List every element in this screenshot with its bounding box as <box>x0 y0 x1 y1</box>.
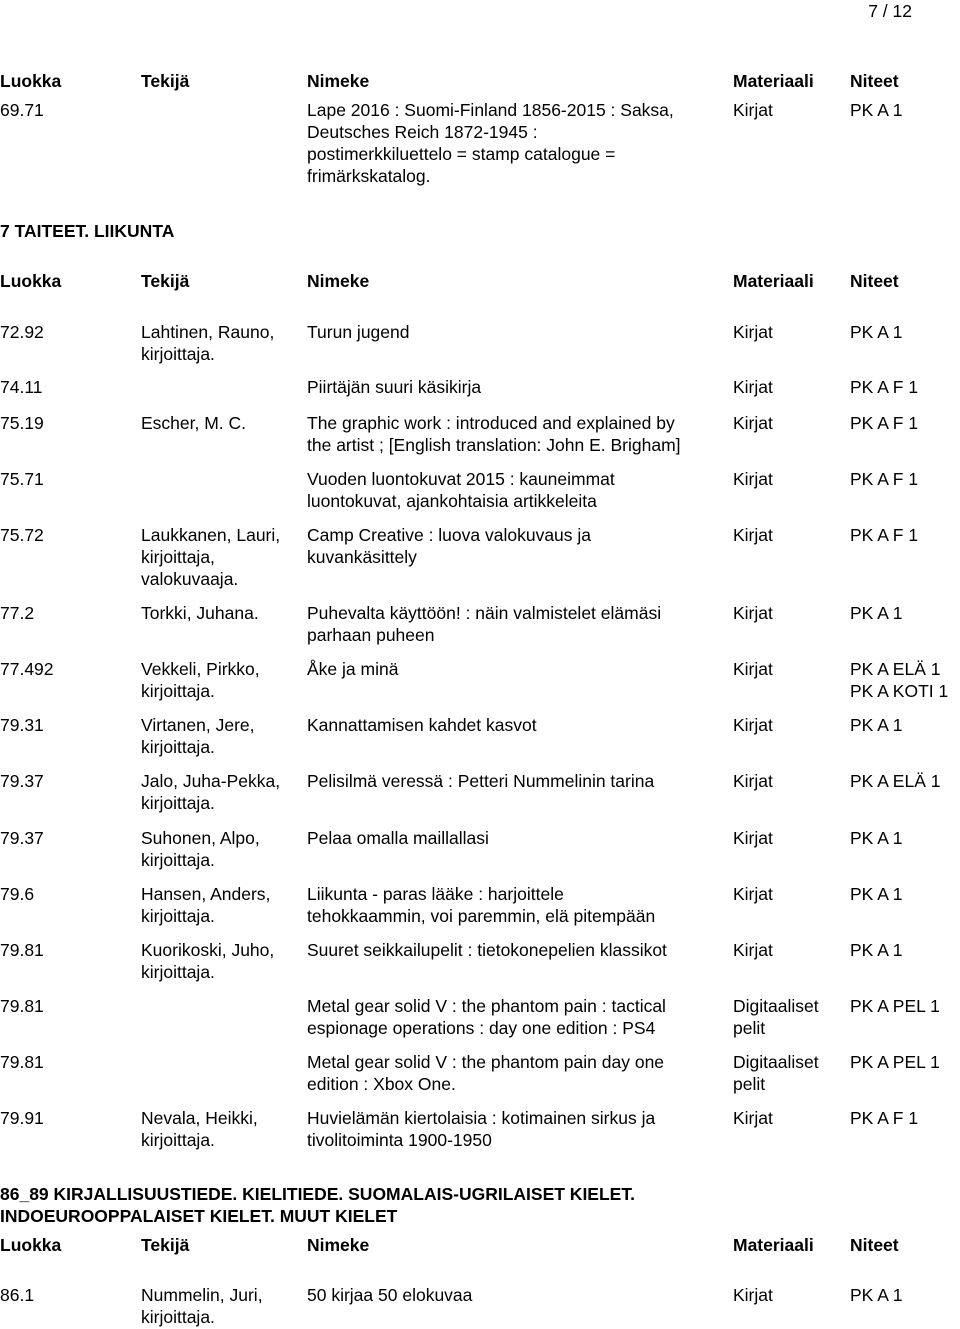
row-class-line: 79.37 <box>0 828 44 848</box>
row-class-line: 79.37 <box>0 771 44 791</box>
row-shelf-line: PK A KOTI 1 <box>850 681 949 701</box>
row-material-line: Kirjat <box>733 771 773 791</box>
row-author <box>141 770 301 814</box>
row-class-line: 77.2 <box>0 603 35 623</box>
row-title <box>307 883 727 927</box>
row-class-line: 79.81 <box>0 1052 44 1072</box>
row-title <box>307 1284 727 1306</box>
row-material-line: Digitaaliset <box>733 996 819 1016</box>
row-title <box>307 827 727 849</box>
row-class-line: 69.71 <box>0 100 44 120</box>
row-class-line: 72.92 <box>0 322 44 342</box>
row-material-line: pelit <box>733 1074 766 1094</box>
row-shelf <box>850 412 960 434</box>
row-shelf <box>850 602 960 624</box>
row-shelf-line: PK A F 1 <box>850 469 919 489</box>
row-material <box>733 1107 845 1129</box>
row-shelf <box>850 321 960 343</box>
row-material <box>733 714 845 736</box>
row-author-line: Jalo, Juha-Pekka, <box>141 771 281 791</box>
row-shelf <box>850 1107 960 1129</box>
row-author-line: Torkki, Juhana. <box>141 603 259 623</box>
row-title <box>307 99 727 187</box>
row-author-line: Laukkanen, Lauri, <box>141 525 281 545</box>
header-material: Materiaali <box>733 1235 814 1255</box>
row-class <box>0 995 130 1017</box>
row-title-line: tehokkaammin, voi paremmin, elä pitempään <box>307 906 656 926</box>
row-author-line: kirjoittaja. <box>141 344 215 364</box>
row-title-line: frimärkskatalog. <box>307 166 431 186</box>
row-material-line: Kirjat <box>733 1108 773 1128</box>
row-material <box>733 321 845 343</box>
row-author-line: kirjoittaja. <box>141 962 215 982</box>
row-material <box>733 658 845 680</box>
row-author-line: Escher, M. C. <box>141 413 247 433</box>
row-material <box>733 99 845 121</box>
row-title-line: Liikunta - paras lääke : harjoittele <box>307 884 564 904</box>
header-shelf: Niteet <box>850 1235 899 1255</box>
row-material <box>733 883 845 905</box>
row-material-line: Kirjat <box>733 1285 773 1305</box>
row-author-line: Hansen, Anders, <box>141 884 271 904</box>
row-class <box>0 321 130 343</box>
row-title-line: 50 kirjaa 50 elokuvaa <box>307 1285 473 1305</box>
row-title <box>307 939 727 961</box>
row-material <box>733 1051 845 1095</box>
row-shelf <box>850 939 960 961</box>
row-author-line: valokuvaaja. <box>141 569 239 589</box>
row-class <box>0 827 130 849</box>
row-author-line: kirjoittaja. <box>141 737 215 757</box>
row-class <box>0 524 130 546</box>
row-title-line: espionage operations : day one edition : PS4 <box>307 1018 656 1038</box>
row-material <box>733 524 845 546</box>
row-shelf <box>850 1284 960 1306</box>
row-title <box>307 714 727 736</box>
row-shelf <box>850 658 960 702</box>
row-material-line: Kirjat <box>733 469 773 489</box>
row-material-line: Kirjat <box>733 525 773 545</box>
row-shelf <box>850 376 960 398</box>
row-shelf-line: PK A ELÄ 1 <box>850 659 941 679</box>
row-shelf-line: PK A F 1 <box>850 413 919 433</box>
row-title <box>307 770 727 792</box>
row-material-line: Kirjat <box>733 413 773 433</box>
row-title-line: tivolitoiminta 1900-1950 <box>307 1130 492 1150</box>
header-class: Luokka <box>0 71 62 91</box>
row-author-line: kirjoittaja. <box>141 681 215 701</box>
row-class <box>0 468 130 490</box>
row-class-line: 75.71 <box>0 469 44 489</box>
row-shelf-line: PK A 1 <box>850 100 903 120</box>
row-title-line: edition : Xbox One. <box>307 1074 456 1094</box>
row-author-line: kirjoittaja. <box>141 1307 215 1327</box>
row-material <box>733 412 845 434</box>
row-class-line: 75.19 <box>0 413 44 433</box>
row-shelf-line: PK A 1 <box>850 828 903 848</box>
row-class <box>0 939 130 961</box>
row-title-line: Huvielämän kiertolaisia : kotimainen sirkus ja <box>307 1108 656 1128</box>
row-class-line: 75.72 <box>0 525 44 545</box>
row-shelf-line: PK A F 1 <box>850 377 919 397</box>
row-title-line: Metal gear solid V : the phantom pain day one <box>307 1052 665 1072</box>
row-class <box>0 412 130 434</box>
row-author <box>141 939 301 983</box>
row-title-line: kuvankäsittely <box>307 547 417 567</box>
row-material <box>733 770 845 792</box>
row-material-line: pelit <box>733 1018 766 1038</box>
row-shelf-line: PK A F 1 <box>850 1108 919 1128</box>
row-author <box>141 321 301 365</box>
row-title <box>307 412 727 456</box>
row-shelf <box>850 995 960 1017</box>
row-class-line: 79.81 <box>0 940 44 960</box>
row-shelf-line: PK A 1 <box>850 322 903 342</box>
row-author <box>141 602 301 624</box>
row-shelf-line: PK A 1 <box>850 884 903 904</box>
row-shelf-line: PK A ELÄ 1 <box>850 771 941 791</box>
header-shelf: Niteet <box>850 71 899 91</box>
row-class-line: 79.6 <box>0 884 35 904</box>
row-material-line: Kirjat <box>733 884 773 904</box>
row-class-line: 79.31 <box>0 715 44 735</box>
row-shelf-line: PK A 1 <box>850 715 903 735</box>
row-author-line: Virtanen, Jere, <box>141 715 255 735</box>
row-material <box>733 995 845 1039</box>
row-class <box>0 714 130 736</box>
header-title: Nimeke <box>307 271 370 291</box>
header-material: Materiaali <box>733 271 814 291</box>
row-title-line: luontokuvat, ajankohtaisia artikkeleita <box>307 491 597 511</box>
row-material <box>733 1284 845 1306</box>
row-title-line: postimerkkiluettelo = stamp catalogue = <box>307 144 616 164</box>
row-title <box>307 468 727 512</box>
row-author-line: kirjoittaja. <box>141 1130 215 1150</box>
row-class <box>0 1051 130 1073</box>
row-material-line: Kirjat <box>733 715 773 735</box>
row-author <box>141 1107 301 1151</box>
row-shelf <box>850 524 960 546</box>
row-shelf-line: PK A PEL 1 <box>850 1052 940 1072</box>
row-author <box>141 658 301 702</box>
row-title-line: Camp Creative : luova valokuvaus ja <box>307 525 592 545</box>
row-title <box>307 658 727 680</box>
row-shelf <box>850 883 960 905</box>
row-title-line: parhaan puheen <box>307 625 435 645</box>
row-title-line: The graphic work : introduced and explained by <box>307 413 675 433</box>
header-author: Tekijä <box>141 271 190 291</box>
row-title-line: Suuret seikkailupelit : tietokonepelien klassikot <box>307 940 667 960</box>
row-title-line: Lape 2016 : Suomi-Finland 1856-2015 : Saksa, <box>307 100 674 120</box>
row-title <box>307 376 727 398</box>
row-author-line: kirjoittaja. <box>141 906 215 926</box>
table-header <box>0 270 960 292</box>
row-material-line: Kirjat <box>733 659 773 679</box>
row-class <box>0 1107 130 1129</box>
row-author-line: Kuorikoski, Juho, <box>141 940 275 960</box>
header-class: Luokka <box>0 271 62 291</box>
row-author <box>141 1284 301 1328</box>
row-class <box>0 658 130 680</box>
row-title-line: Piirtäjän suuri käsikirja <box>307 377 482 397</box>
row-author <box>141 883 301 927</box>
row-title-line: Puhevalta käyttöön! : näin valmistelet elämäsi <box>307 603 662 623</box>
row-title-line: Pelaa omalla maillallasi <box>307 828 489 848</box>
row-title-line: Vuoden luontokuvat 2015 : kauneimmat <box>307 469 615 489</box>
row-shelf-line: PK A 1 <box>850 603 903 623</box>
row-shelf <box>850 827 960 849</box>
row-material-line: Kirjat <box>733 100 773 120</box>
row-title-line: Metal gear solid V : the phantom pain : tactical <box>307 996 666 1016</box>
header-class: Luokka <box>0 1235 62 1255</box>
row-author <box>141 714 301 758</box>
row-material-line: Kirjat <box>733 940 773 960</box>
header-shelf: Niteet <box>850 271 899 291</box>
row-title-line: Åke ja minä <box>307 659 399 679</box>
row-shelf <box>850 714 960 736</box>
row-shelf <box>850 468 960 490</box>
row-author-line: Nevala, Heikki, <box>141 1108 258 1128</box>
row-shelf-line: PK A 1 <box>850 940 903 960</box>
row-class-line: 79.91 <box>0 1108 44 1128</box>
row-title-line: Kannattamisen kahdet kasvot <box>307 715 537 735</box>
section-heading: 7 TAITEET. LIIKUNTA <box>0 221 175 241</box>
row-material-line: Kirjat <box>733 377 773 397</box>
row-material <box>733 602 845 624</box>
section-heading <box>0 1183 960 1227</box>
row-shelf <box>850 99 960 121</box>
row-class-line: 74.11 <box>0 377 43 397</box>
header-author: Tekijä <box>141 71 190 91</box>
row-class <box>0 602 130 624</box>
row-class <box>0 99 130 121</box>
row-title <box>307 995 727 1039</box>
row-material-line: Digitaaliset <box>733 1052 819 1072</box>
table-header <box>0 70 960 92</box>
row-material <box>733 376 845 398</box>
table-header <box>0 1234 960 1256</box>
section-heading-line: 86_89 KIRJALLISUUSTIEDE. KIELITIEDE. SUOMALAIS-UGRILAISET KIELET. <box>0 1184 635 1204</box>
row-title <box>307 524 727 568</box>
row-title-line: the artist ; [English translation: John E. Brigham] <box>307 435 681 455</box>
row-class-line: 77.492 <box>0 659 54 679</box>
row-author-line: Suhonen, Alpo, <box>141 828 260 848</box>
row-title <box>307 1051 727 1095</box>
row-class <box>0 1284 130 1306</box>
row-author-line: Lahtinen, Rauno, <box>141 322 275 342</box>
row-material-line: Kirjat <box>733 828 773 848</box>
row-material <box>733 939 845 961</box>
row-author-line: Vekkeli, Pirkko, <box>141 659 260 679</box>
row-title <box>307 1107 727 1151</box>
row-shelf-line: PK A 1 <box>850 1285 903 1305</box>
row-class <box>0 883 130 905</box>
row-author-line: kirjoittaja. <box>141 793 215 813</box>
row-title <box>307 602 727 646</box>
row-material <box>733 827 845 849</box>
row-class-line: 86.1 <box>0 1285 35 1305</box>
row-title <box>307 321 727 343</box>
row-class <box>0 376 130 398</box>
row-material-line: Kirjat <box>733 603 773 623</box>
header-author: Tekijä <box>141 1235 190 1255</box>
page-number: 7 / 12 <box>868 1 912 21</box>
section-heading-line: INDOEUROOPPALAISET KIELET. MUUT KIELET <box>0 1206 398 1226</box>
row-author-line: kirjoittaja, <box>141 547 215 567</box>
row-title-line: Turun jugend <box>307 322 410 342</box>
row-shelf-line: PK A F 1 <box>850 525 919 545</box>
row-shelf <box>850 1051 960 1073</box>
row-author <box>141 412 301 434</box>
row-title-line: Deutsches Reich 1872-1945 : <box>307 122 538 142</box>
row-title-line: Pelisilmä veressä : Petteri Nummelinin tarina <box>307 771 655 791</box>
row-shelf-line: PK A PEL 1 <box>850 996 940 1016</box>
row-material-line: Kirjat <box>733 322 773 342</box>
row-class <box>0 770 130 792</box>
row-author-line: Nummelin, Juri, <box>141 1285 263 1305</box>
row-author <box>141 827 301 871</box>
header-title: Nimeke <box>307 71 370 91</box>
row-author <box>141 524 301 590</box>
header-title: Nimeke <box>307 1235 370 1255</box>
row-shelf <box>850 770 960 792</box>
row-material <box>733 468 845 490</box>
row-class-line: 79.81 <box>0 996 44 1016</box>
header-material: Materiaali <box>733 71 814 91</box>
row-author-line: kirjoittaja. <box>141 850 215 870</box>
